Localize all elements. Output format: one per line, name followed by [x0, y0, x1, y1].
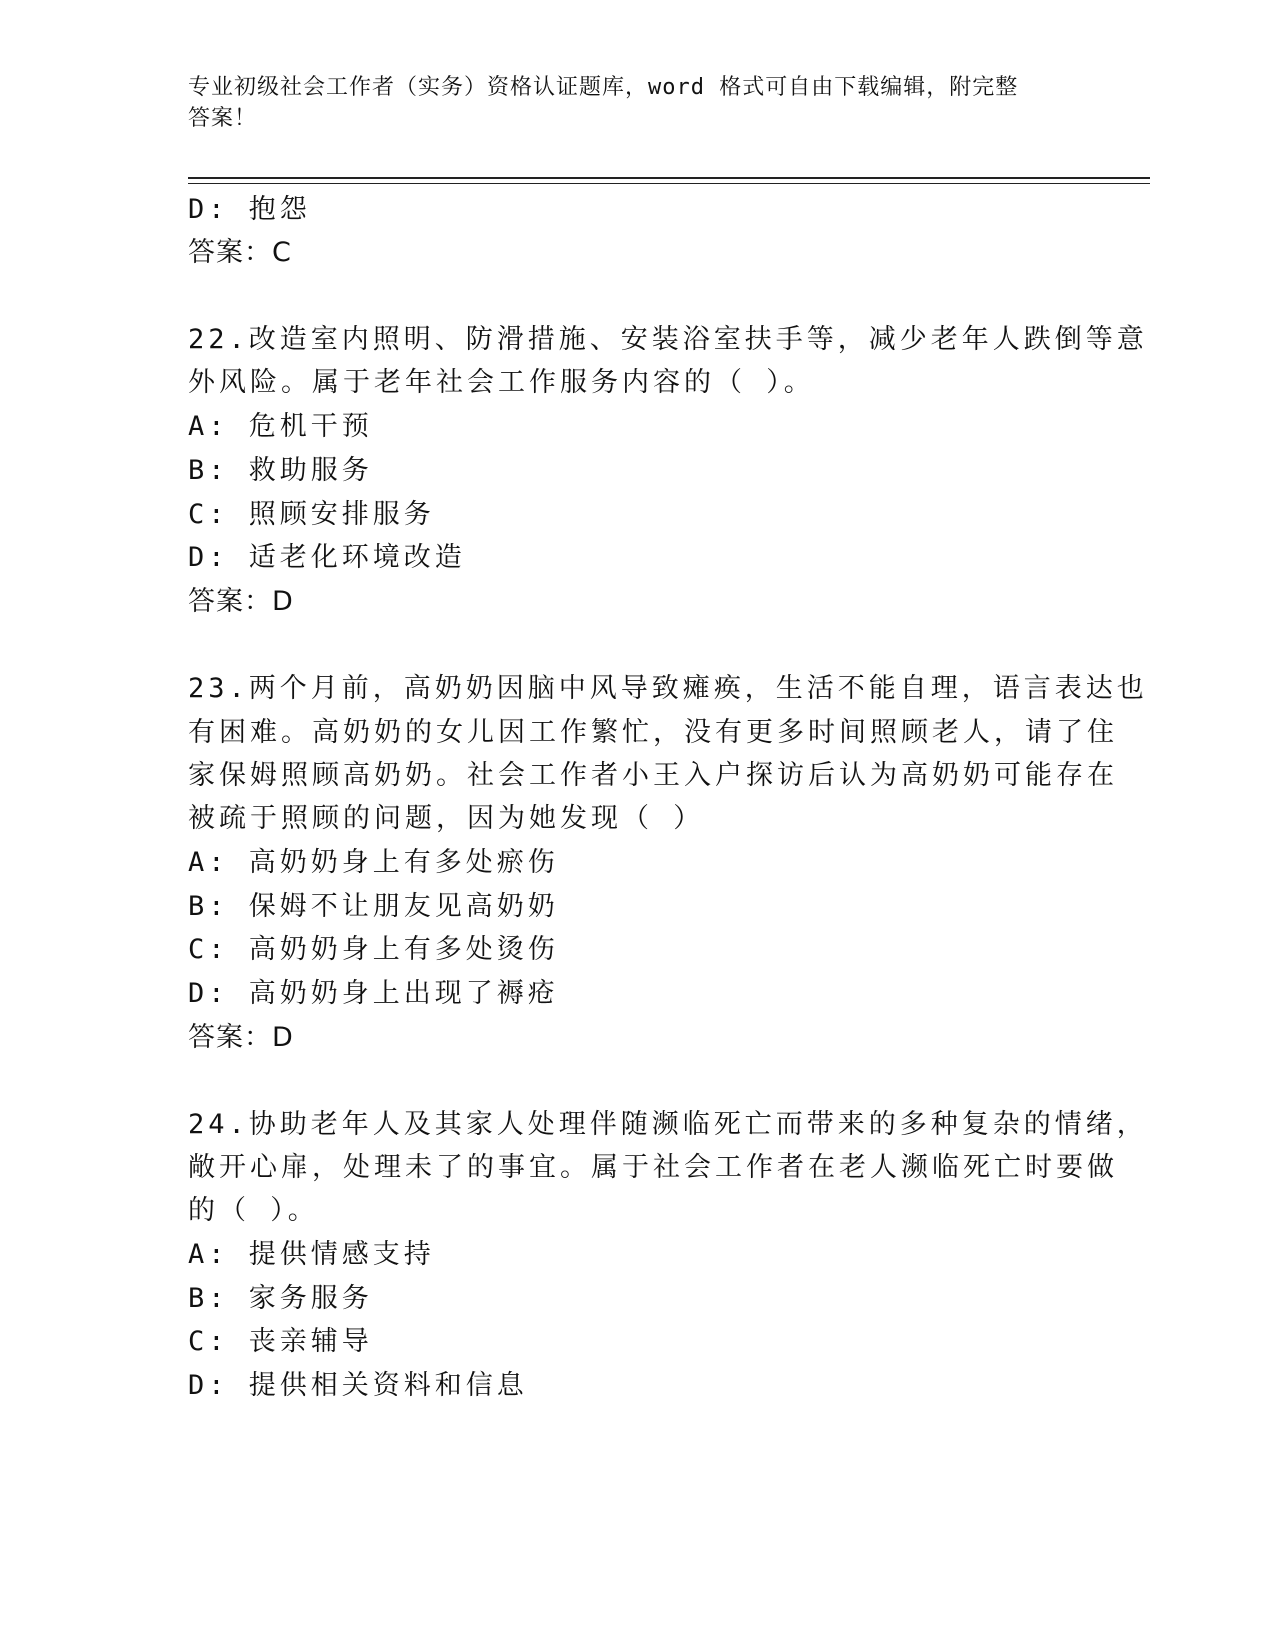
q22-option-d: D: 适老化环境改造	[188, 542, 466, 573]
q22-option-a: A: 危机干预	[188, 411, 373, 442]
document-header	[188, 72, 1068, 134]
q23-option-d: D: 高奶奶身上出现了褥疮	[188, 978, 559, 1009]
q23-option-a: A: 高奶奶身上有多处瘀伤	[188, 847, 559, 878]
q23-answer: 答案：D	[188, 1022, 294, 1053]
q24-option-c: C: 丧亲辅导	[188, 1326, 373, 1357]
header-line-2: 答案！	[188, 106, 258, 131]
q23-stem-line-3: 家保姆照顾高奶奶。社会工作者小王入户探访后认为高奶奶可能存在	[188, 760, 1118, 791]
q23-stem-line-4: 被疏于照顾的问题，因为她发现（ ）	[188, 803, 705, 834]
header-line-1: 专业初级社会工作者（实务）资格认证题库，word 格式可自由下载编辑，附完整	[188, 75, 1019, 100]
q23-option-c: C: 高奶奶身上有多处烫伤	[188, 934, 559, 965]
q24-stem-line-3: 的（ ）。	[188, 1195, 319, 1226]
q23-stem-line-2: 有困难。高奶奶的女儿因工作繁忙，没有更多时间照顾老人，请了住	[188, 717, 1118, 748]
q24-option-b: B: 家务服务	[188, 1283, 373, 1314]
q24-stem-line-1: 24.协助老年人及其家人处理伴随濒临死亡而带来的多种复杂的情绪，	[188, 1109, 1148, 1140]
header-rule-thin	[188, 183, 1150, 184]
q22-answer: 答案：D	[188, 586, 294, 617]
q22-option-c: C: 照顾安排服务	[188, 499, 435, 530]
q22-stem-line-2: 外风险。属于老年社会工作服务内容的（ ）。	[188, 367, 815, 398]
prev-answer: 答案：C	[188, 237, 292, 268]
q22-stem-line-1: 22.改造室内照明、防滑措施、安装浴室扶手等，减少老年人跌倒等意	[188, 324, 1148, 355]
q24-option-a: A: 提供情感支持	[188, 1239, 435, 1270]
q23-option-b: B: 保姆不让朋友见高奶奶	[188, 891, 559, 922]
q22-option-b: B: 救助服务	[188, 455, 373, 486]
q23-stem-line-1: 23.两个月前，高奶奶因脑中风导致瘫痪，生活不能自理，语言表达也	[188, 673, 1148, 704]
header-rule-thick	[188, 177, 1150, 179]
q24-stem-line-2: 敞开心扉，处理未了的事宜。属于社会工作者在老人濒临死亡时要做	[188, 1152, 1118, 1183]
q24-option-d: D: 提供相关资料和信息	[188, 1370, 528, 1401]
prev-option-d: D: 抱怨	[188, 194, 311, 225]
